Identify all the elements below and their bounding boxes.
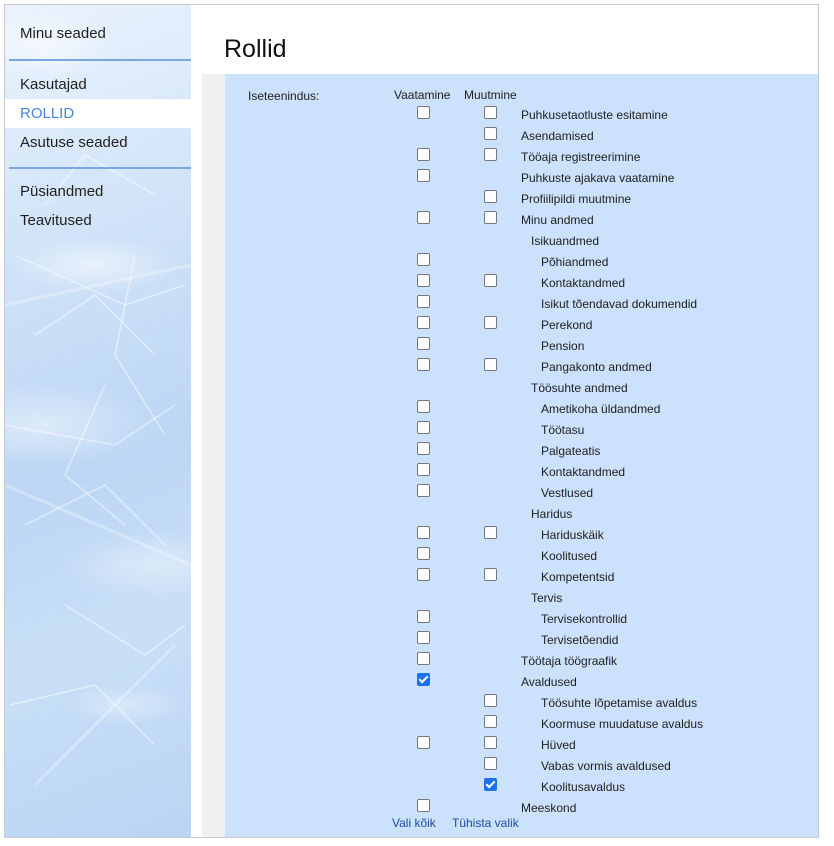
permission-group-label: Haridus [531, 507, 573, 521]
permission-row [225, 230, 818, 251]
permission-row [225, 713, 818, 734]
edit-checkbox[interactable] [484, 316, 497, 329]
permission-row [225, 167, 818, 188]
view-checkbox[interactable] [417, 421, 430, 434]
permission-row [225, 776, 818, 797]
permission-row [225, 377, 818, 398]
edit-checkbox[interactable] [484, 190, 497, 203]
edit-checkbox[interactable] [484, 694, 497, 707]
edit-checkbox[interactable] [484, 106, 497, 119]
section-label: Iseteenindus: [248, 89, 320, 103]
permission-row [225, 251, 818, 272]
permission-label: Vestlused [541, 486, 594, 500]
view-checkbox[interactable] [417, 253, 430, 266]
permission-row [225, 587, 818, 608]
app-frame [4, 4, 819, 838]
view-checkbox[interactable] [417, 568, 430, 581]
permission-label: Töötaja töögraafik [521, 654, 618, 668]
permission-label: Tööaja registreerimine [521, 150, 641, 164]
sidebar-item-asutuse-seaded[interactable]: Asutuse seaded [20, 134, 128, 151]
column-header-view: Vaatamine [394, 88, 451, 102]
permission-row [225, 125, 818, 146]
permission-label: Asendamised [521, 129, 594, 143]
edit-checkbox[interactable] [484, 568, 497, 581]
permission-row [225, 797, 818, 818]
view-checkbox[interactable] [417, 274, 430, 287]
permission-row [225, 503, 818, 524]
permission-label: Profiilipildi muutmine [521, 192, 632, 206]
view-checkbox[interactable] [417, 400, 430, 413]
permission-label: Koolitusavaldus [541, 780, 626, 794]
permission-label: Põhiandmed [541, 255, 609, 269]
view-checkbox[interactable] [417, 526, 430, 539]
permission-label: Hariduskäik [541, 528, 604, 542]
edit-checkbox[interactable] [484, 526, 497, 539]
sidebar-item-rollid[interactable]: ROLLID [5, 99, 191, 128]
view-checkbox[interactable] [417, 211, 430, 224]
select-all-link[interactable]: Vali kõik [392, 816, 436, 830]
main-content [191, 5, 818, 837]
edit-checkbox[interactable] [484, 127, 497, 140]
permission-row [225, 209, 818, 230]
permission-label: Perekond [541, 318, 593, 332]
edit-checkbox[interactable] [484, 778, 497, 791]
sidebar-item-teavitused[interactable]: Teavitused [20, 212, 92, 229]
view-checkbox[interactable] [417, 799, 430, 812]
view-checkbox[interactable] [417, 736, 430, 749]
sidebar-item-minu-seaded[interactable]: Minu seaded [20, 25, 106, 42]
edit-checkbox[interactable] [484, 715, 497, 728]
permission-row [225, 419, 818, 440]
permission-row [225, 188, 818, 209]
permission-label: Vabas vormis avaldused [541, 759, 671, 773]
view-checkbox[interactable] [417, 337, 430, 350]
permission-row [225, 146, 818, 167]
permission-label: Tervisetõendid [541, 633, 619, 647]
page-title: Rollid [224, 35, 287, 63]
sidebar-divider [9, 167, 191, 169]
permission-label: Kontaktandmed [541, 276, 626, 290]
permission-row [225, 524, 818, 545]
permission-row [225, 692, 818, 713]
sidebar-group-data [5, 177, 191, 235]
permission-label: Koolitused [541, 549, 598, 563]
column-header-edit: Muutmine [464, 88, 517, 102]
permission-group-label: Isikuandmed [531, 234, 600, 248]
view-checkbox[interactable] [417, 148, 430, 161]
permission-row [225, 482, 818, 503]
permission-row [225, 734, 818, 755]
permission-rows [225, 104, 818, 818]
content-area [202, 74, 818, 837]
permission-row [225, 104, 818, 125]
permission-label: Palgateatis [541, 444, 601, 458]
permission-row [225, 671, 818, 692]
permission-label: Pangakonto andmed [541, 360, 652, 374]
permission-group-label: Tervis [531, 591, 563, 605]
view-checkbox[interactable] [417, 610, 430, 623]
permission-label: Minu andmed [521, 213, 594, 227]
view-checkbox[interactable] [417, 673, 430, 686]
permission-label: Ametikoha üldandmed [541, 402, 661, 416]
permission-label: Pension [541, 339, 585, 353]
permission-row [225, 650, 818, 671]
clear-selection-link[interactable]: Tühista valik [452, 816, 519, 830]
view-checkbox[interactable] [417, 169, 430, 182]
view-checkbox[interactable] [417, 316, 430, 329]
permission-row [225, 629, 818, 650]
sidebar-group-admin [5, 70, 191, 157]
permission-label: Avaldused [521, 675, 577, 689]
permission-label: Kompetentsid [541, 570, 615, 584]
view-checkbox[interactable] [417, 463, 430, 476]
permission-label: Hüved [541, 738, 576, 752]
permission-label: Puhkusetaotluste esitamine [521, 108, 668, 122]
permission-row [225, 608, 818, 629]
permission-row [225, 755, 818, 776]
permission-row [225, 293, 818, 314]
permission-row [225, 440, 818, 461]
sidebar [5, 5, 191, 837]
view-checkbox[interactable] [417, 295, 430, 308]
edit-checkbox[interactable] [484, 358, 497, 371]
permission-row [225, 272, 818, 293]
sidebar-top [5, 19, 191, 48]
edit-checkbox[interactable] [484, 148, 497, 161]
view-checkbox[interactable] [417, 631, 430, 644]
edit-checkbox[interactable] [484, 757, 497, 770]
permission-label: Töösuhte lõpetamise avaldus [541, 696, 698, 710]
sidebar-item-kasutajad[interactable]: Kasutajad [20, 76, 87, 93]
view-checkbox[interactable] [417, 442, 430, 455]
permission-label: Tervisekontrollid [541, 612, 628, 626]
permission-label: Meeskond [521, 801, 577, 815]
view-checkbox[interactable] [417, 547, 430, 560]
permission-label: Töötasu [541, 423, 585, 437]
edit-checkbox[interactable] [484, 274, 497, 287]
permission-label: Koormuse muudatuse avaldus [541, 717, 704, 731]
permission-row [225, 545, 818, 566]
view-checkbox[interactable] [417, 106, 430, 119]
roles-panel [225, 74, 818, 837]
permission-row [225, 356, 818, 377]
edit-checkbox[interactable] [484, 736, 497, 749]
permission-label: Isikut tõendavad dokumendid [541, 297, 698, 311]
edit-checkbox[interactable] [484, 211, 497, 224]
view-checkbox[interactable] [417, 652, 430, 665]
permission-label: Kontaktandmed [541, 465, 626, 479]
permission-row [225, 461, 818, 482]
view-checkbox[interactable] [417, 358, 430, 371]
permission-row [225, 314, 818, 335]
permission-row [225, 398, 818, 419]
sidebar-divider [9, 59, 191, 61]
view-checkbox[interactable] [417, 484, 430, 497]
permission-row [225, 335, 818, 356]
permission-group-label: Töösuhte andmed [531, 381, 628, 395]
sidebar-item-pusiandmed[interactable]: Püsiandmed [20, 183, 104, 200]
permission-label: Puhkuste ajakava vaatamine [521, 171, 675, 185]
permission-row [225, 566, 818, 587]
